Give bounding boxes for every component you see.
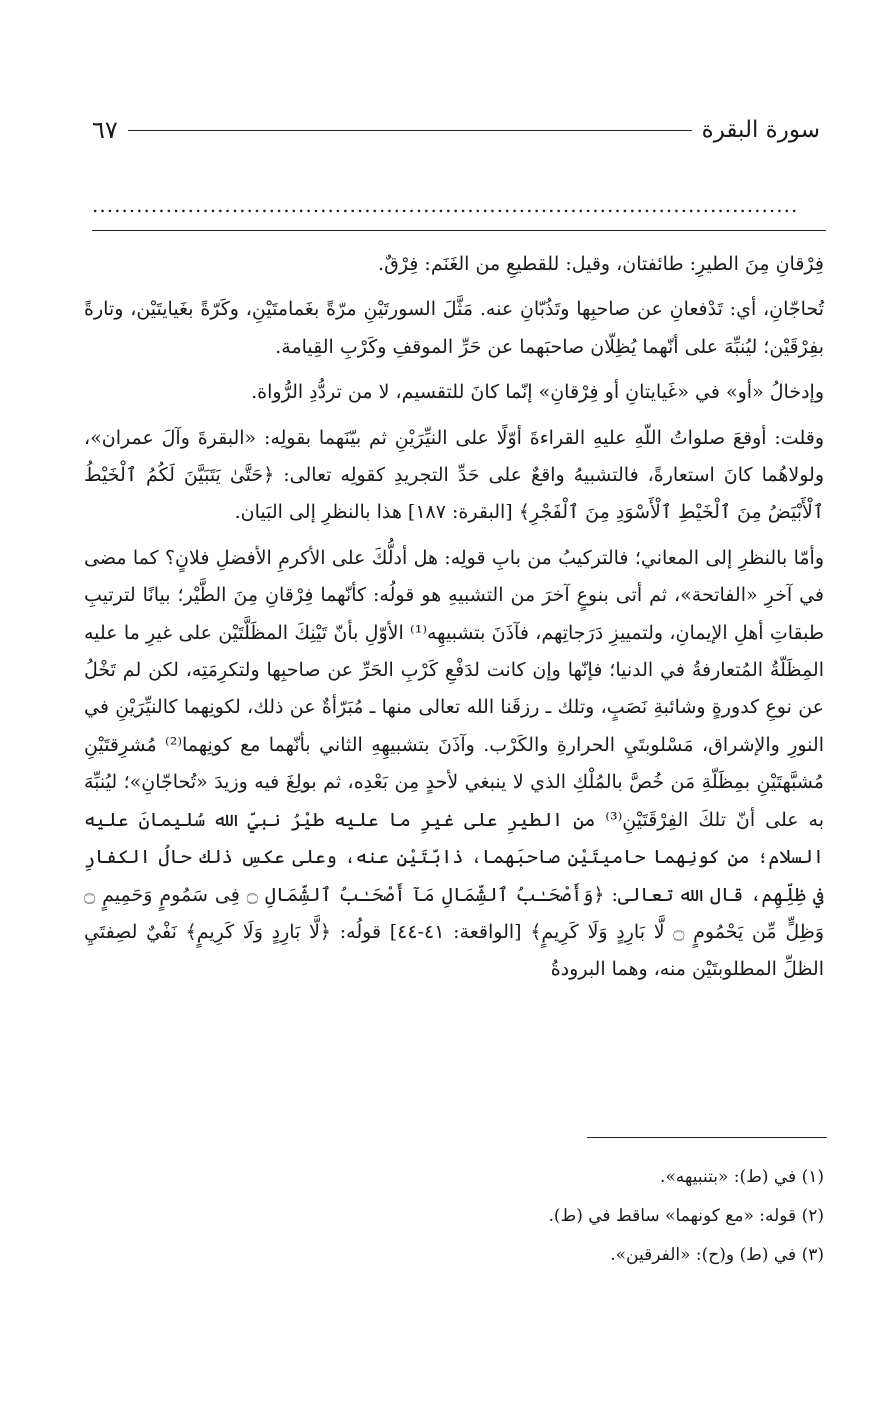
running-header	[92, 108, 820, 152]
paragraph: تُحاجّانِ، أي: تَدْفعانِ عن صاحبِها وتَذُبّانِ عنه. مَثَّلَ السورتَيْنِ مرّةً بغَمامتَيْنِ، وكَرّةً بغَيايتَيْن، وتارةً بفِرْقَيْن؛ ليُنبِّهَ على أنّهما يُظِلّان صاحبَهما عن حَرِّ الموقفِ وكَرْبِ القِيامة.	[84, 298, 824, 358]
paragraph: وقلت: أوقعَ صلواتُ اللّهِ عليهِ القراءةَ أوّلًا على النيِّرَيْنِ ثم بيّنَهما بقولِه: «البقرةَ وآلَ عمران»، ولولاهُما كانَ استعارةً، فالتشبيهُ واقعٌ على حَدِّ التجريدِ كقولِه تعالى: ﴿حَتَّىٰ يَتَبَيَّنَ لَكُمُ ٱلْخَيْطُ ٱلْأَبْيَضُ مِنَ ٱلْخَيْطِ ٱلْأَسْوَدِ مِنَ ٱلْفَجْرِ﴾ [البقرة: ١٨٧] هذا بالنظرِ إلى البَيان.	[84, 426, 824, 524]
surah-title: سورة البقرة	[701, 117, 820, 143]
footnote-rule	[587, 1137, 827, 1138]
footnote: (٣) في (ط) و(ح): «الفرقين».	[610, 1245, 824, 1265]
main-text	[84, 246, 824, 997]
paragraph: وإدخالُ «أو» في «غَيايتانِ أو فِرْقانِ» إنّما كانَ للتقسيم، لا من تردُّدِ الرُّواة.	[251, 381, 824, 404]
footnotes	[300, 1158, 824, 1275]
page-number: ٦٧	[92, 116, 118, 144]
separator-dots: ................................................................................................	[92, 193, 799, 217]
paragraph: فِرْقانِ مِنَ الطيرِ: طائفتان، وقيل: للقطيعِ من الغَنَم: فِرْقٌ.	[378, 253, 824, 275]
paragraph: وأمّا بالنظرِ إلى المعاني؛ فالتركيبُ من بابِ قولِه: هل أدلُّكَ على الأكرمِ الأفضلِ فلانٍ؟ كما مضى في آخرِ «الفاتحة»، ثم أتى بنوعٍ آخرَ من التشبيهِ هو قولُه: كأنّهما فِرْقانِ مِنَ الطَّيْر؛ بيانًا لترتيبِ طبقاتِ أهلِ الإيمانِ، ولتمييزِ دَرَجاتِهم، فآذَنَ بتشبيهِه⁽¹⁾ الأوّلِ بأنّ تَيْنِكَ المظَلَّتَيْن على غيرِ ما عليه المِظَلّةُ المُتعارفةُ في الدنيا؛ فإنّها وإن كانت لدَفْعِ كَرْبِ الحَرِّ عن صاحبِها ولتكرِمَتِه، لكن لم تَخْلُ عن نوعِ كدورةٍ وشائبةِ نَصَبٍ، وتلك ـ رزقَنا الله تعالى منها ـ مُبَرّأةٌ عن ذلك، لكونِهما كالنيِّرَيْنِ في النورِ والإشراق، مَسْلوبتَيِ الحرارةِ والكَرْب. وآذَنَ بتشبيهِهِ الثاني بأنّهما مع كونِهما⁽²⁾ مُشرِقتَيْنِ مُشبَّهتَيْنِ بمِظَلّةِ مَن خُصَّ بالمُلْكِ الذي لا ينبغي لأحدٍ مِن بَعْدِه، ثم بولِغَ فيه وزيدَ «تُحاجّانِ»؛ ليُنبِّهَ به على أنّ تلكَ الفِرْقَتَيْنِ⁽³⁾ من الطيرِ على غيرِ ما عليه طيْرُ نبيِّ الله سُليمانَ عليه السلام؛ من كونِهما حاميتَيْنِ صاحبَهما، ذابّتَيْنِ عنه، وعلى عكسِ ذلك حالُ الكفارِ في ظِلِّهِم، قال الله تعالى: ﴿وَأَصْحَـٰبُ ٱلشِّمَالِ مَآ أَصْحَـٰبُ ٱلشِّمَالِ ۝ فِى سَمُومٍ وَحَمِيمٍ ۝ وَظِلٍّ مِّن يَحْمُومٍ ۝ لَّا بَارِدٍ وَلَا كَرِيمٍ﴾ [الواقعة: ٤١-٤٤] قولُه: ﴿لَّا بَارِدٍ وَلَا كَرِيمٍ﴾ نَفْيٌ لصِفتَيِ الظلِّ المطلوبتَيْن منه، وهما البرودةُ	[84, 546, 825, 981]
footnote: (٢) قوله: «مع كونهما» ساقط في (ط).	[548, 1206, 824, 1226]
header-rule	[128, 130, 692, 131]
footnote: (١) في (ط): «بتنبيهه».	[659, 1167, 824, 1187]
separator-rule	[92, 230, 826, 231]
